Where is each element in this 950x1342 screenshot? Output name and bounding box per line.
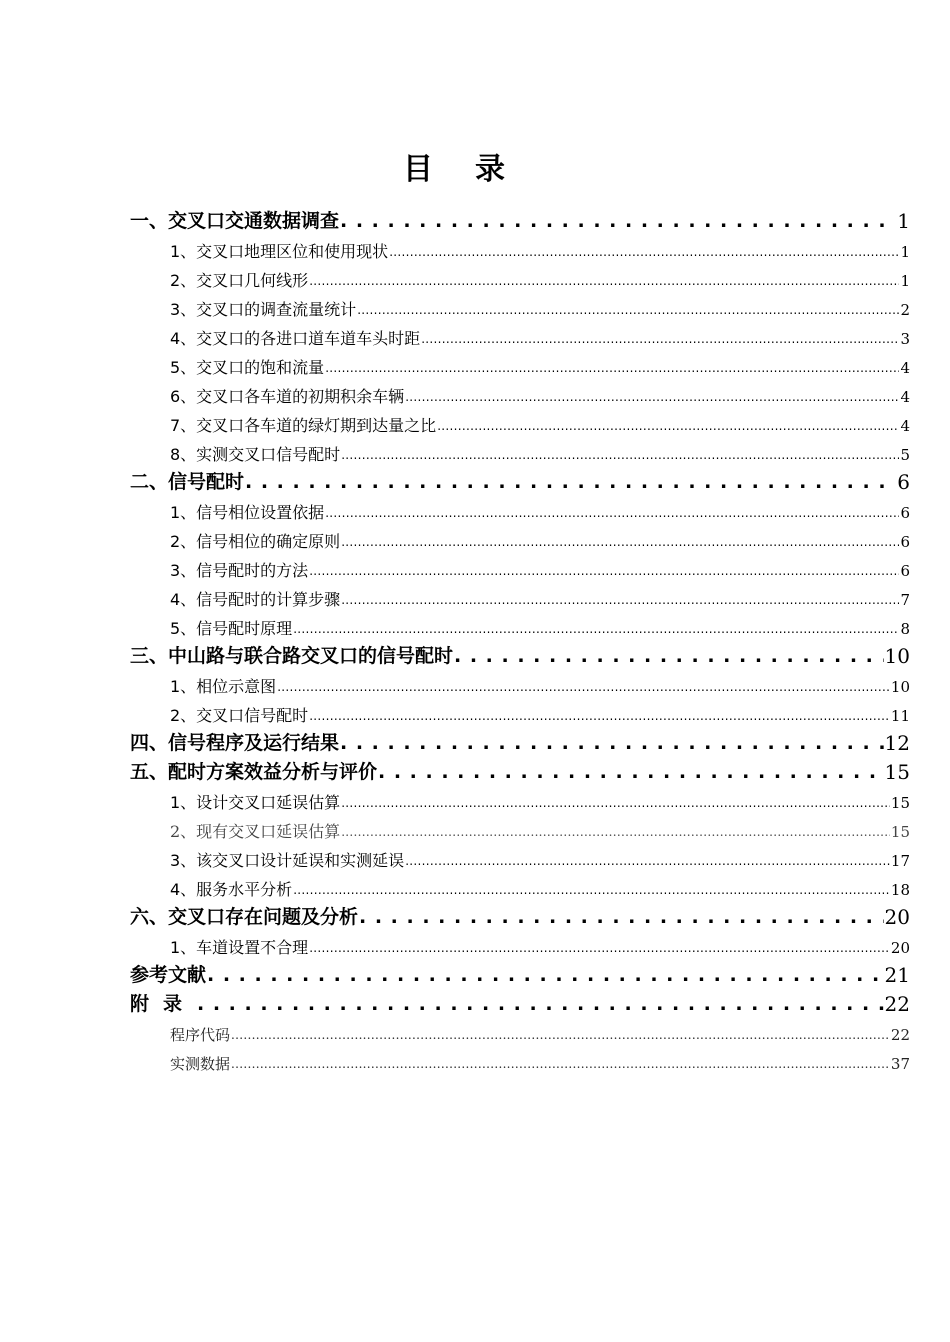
toc-entry[interactable] xyxy=(130,611,910,640)
dot-leader xyxy=(325,501,899,524)
toc-entry-text: 2、交叉口信号配时 xyxy=(170,706,309,725)
toc-entry-text: 3、交叉口的调查流量统计 xyxy=(170,300,357,319)
toc-entry-text: 4、信号配时的计算步骤 xyxy=(170,590,341,609)
toc-entry[interactable] xyxy=(130,814,910,843)
toc-entry[interactable] xyxy=(130,582,910,611)
toc-entry[interactable] xyxy=(130,1017,910,1046)
toc-entry[interactable] xyxy=(130,1046,910,1075)
dot-leader xyxy=(357,298,899,321)
dot-leader xyxy=(340,730,884,756)
toc-entry[interactable] xyxy=(130,959,910,988)
toc-entry-text: 1、交叉口地理区位和使用现状 xyxy=(170,242,389,261)
toc-entry-text: 5、信号配时原理 xyxy=(170,619,293,638)
toc-page-number: 15 xyxy=(890,794,910,812)
dot-leader xyxy=(341,530,899,553)
toc-entry[interactable] xyxy=(130,756,910,785)
toc-entry-text: 程序代码 xyxy=(170,1026,231,1044)
toc-entry[interactable] xyxy=(130,495,910,524)
toc-entry-text: 参考文献 xyxy=(130,964,207,986)
dot-leader xyxy=(405,849,890,872)
toc-entry-text: 实测数据 xyxy=(170,1055,231,1073)
dot-leader xyxy=(341,791,890,814)
toc-entry-text: 二、信号配时 xyxy=(130,471,245,493)
toc-title: 目录 xyxy=(403,152,547,187)
toc-page-number: 6 xyxy=(897,470,910,494)
toc-page-number: 6 xyxy=(900,504,910,522)
dot-leader xyxy=(309,269,899,292)
toc-entry[interactable] xyxy=(130,524,910,553)
toc-page-number: 20 xyxy=(890,939,910,957)
dot-leader xyxy=(341,588,899,611)
toc-entry-text: 7、交叉口各车道的绿灯期到达量之比 xyxy=(170,416,437,435)
toc-entry-text: 1、车道设置不合理 xyxy=(170,938,309,957)
toc-page-number: 8 xyxy=(900,620,910,638)
toc-entry-text: 2、现有交叉口延误估算 xyxy=(170,822,341,841)
toc-entry[interactable] xyxy=(130,263,910,292)
dot-leader xyxy=(437,414,899,437)
toc-entry-text: 1、信号相位设置依据 xyxy=(170,503,325,522)
dot-leader xyxy=(309,704,890,727)
toc-entry-text: 1、相位示意图 xyxy=(170,677,277,696)
dot-leader xyxy=(231,1052,890,1075)
toc-entry-text: 2、交叉口几何线形 xyxy=(170,271,309,290)
dot-leader xyxy=(359,904,884,930)
toc-entry-text: 8、实测交叉口信号配时 xyxy=(170,445,341,464)
toc-entry-text: 四、信号程序及运行结果 xyxy=(130,732,340,754)
toc-entry[interactable] xyxy=(130,930,910,959)
toc-page-number: 1 xyxy=(900,272,910,290)
dot-leader xyxy=(207,962,884,988)
toc-page-number: 20 xyxy=(884,905,910,929)
dot-leader xyxy=(405,385,899,408)
toc-entry[interactable] xyxy=(130,350,910,379)
toc-entry[interactable] xyxy=(130,321,910,350)
toc-page-number: 10 xyxy=(884,644,910,668)
toc-entry-text: 3、该交叉口设计延误和实测延误 xyxy=(170,851,405,870)
dot-leader xyxy=(197,991,884,1017)
dot-leader xyxy=(340,208,896,234)
toc-entry[interactable] xyxy=(130,669,910,698)
dot-leader xyxy=(341,443,899,466)
toc-entry[interactable] xyxy=(130,234,910,263)
dot-leader xyxy=(309,936,890,959)
toc-entry-text: 附录 xyxy=(130,993,197,1015)
toc-page-number: 4 xyxy=(900,388,910,406)
dot-leader xyxy=(325,356,899,379)
toc-entry[interactable] xyxy=(130,466,910,495)
toc-page-number: 3 xyxy=(900,330,910,348)
toc-entry-text: 1、设计交叉口延误估算 xyxy=(170,793,341,812)
toc-page-number: 6 xyxy=(900,533,910,551)
dot-leader xyxy=(245,469,896,495)
dot-leader xyxy=(378,759,884,785)
toc-page-number: 15 xyxy=(890,823,910,841)
toc-entry-text: 5、交叉口的饱和流量 xyxy=(170,358,325,377)
toc-entry[interactable] xyxy=(130,553,910,582)
toc-entry[interactable] xyxy=(130,872,910,901)
toc-entry-text: 6、交叉口各车道的初期积余车辆 xyxy=(170,387,405,406)
toc-page-number: 15 xyxy=(884,760,910,784)
toc-page-number: 10 xyxy=(890,678,910,696)
toc-entry[interactable] xyxy=(130,640,910,669)
toc-entry[interactable] xyxy=(130,292,910,321)
dot-leader xyxy=(341,820,890,843)
toc-page-number: 21 xyxy=(884,963,910,987)
toc-page-number: 5 xyxy=(900,446,910,464)
toc-page-number: 1 xyxy=(897,209,910,233)
dot-leader xyxy=(454,643,884,669)
toc-entry[interactable] xyxy=(130,437,910,466)
dot-leader xyxy=(293,878,890,901)
toc-entry[interactable] xyxy=(130,698,910,727)
toc-entry-text: 2、信号相位的确定原则 xyxy=(170,532,341,551)
toc-entry[interactable] xyxy=(130,988,910,1017)
toc-page-number: 2 xyxy=(900,301,910,319)
toc-entry[interactable] xyxy=(130,901,910,930)
toc-entry[interactable] xyxy=(130,727,910,756)
toc-entry-text: 4、服务水平分析 xyxy=(170,880,293,899)
dot-leader xyxy=(421,327,899,350)
toc-page-number: 22 xyxy=(884,992,910,1016)
toc-entry-text: 五、配时方案效益分析与评价 xyxy=(130,761,378,783)
toc-page-number: 1 xyxy=(900,243,910,261)
dot-leader xyxy=(309,559,899,582)
toc-entry[interactable] xyxy=(130,408,910,437)
dot-leader xyxy=(231,1023,890,1046)
toc-page-number: 22 xyxy=(890,1026,910,1044)
toc-page-number: 17 xyxy=(890,852,910,870)
toc-page-number: 18 xyxy=(890,881,910,899)
toc-entry[interactable] xyxy=(130,379,910,408)
toc-entry[interactable] xyxy=(130,785,910,814)
toc-list xyxy=(130,205,910,1075)
toc-page-number: 4 xyxy=(900,359,910,377)
dot-leader xyxy=(389,240,899,263)
toc-entry-text: 六、交叉口存在问题及分析 xyxy=(130,906,359,928)
toc-page-number: 37 xyxy=(890,1055,910,1073)
toc-entry-text: 三、中山路与联合路交叉口的信号配时 xyxy=(130,645,454,667)
toc-page-number: 4 xyxy=(900,417,910,435)
toc-entry-text: 3、信号配时的方法 xyxy=(170,561,309,580)
dot-leader xyxy=(277,675,890,698)
toc-page-number: 6 xyxy=(900,562,910,580)
dot-leader xyxy=(293,617,899,640)
toc-page-number: 12 xyxy=(884,731,910,755)
toc-entry-text: 4、交叉口的各进口道车道车头时距 xyxy=(170,329,421,348)
toc-entry[interactable] xyxy=(130,205,910,234)
toc-entry-text: 一、交叉口交通数据调查 xyxy=(130,210,340,232)
toc-page-number: 7 xyxy=(900,591,910,609)
toc-entry[interactable] xyxy=(130,843,910,872)
toc-page-number: 11 xyxy=(890,707,910,725)
